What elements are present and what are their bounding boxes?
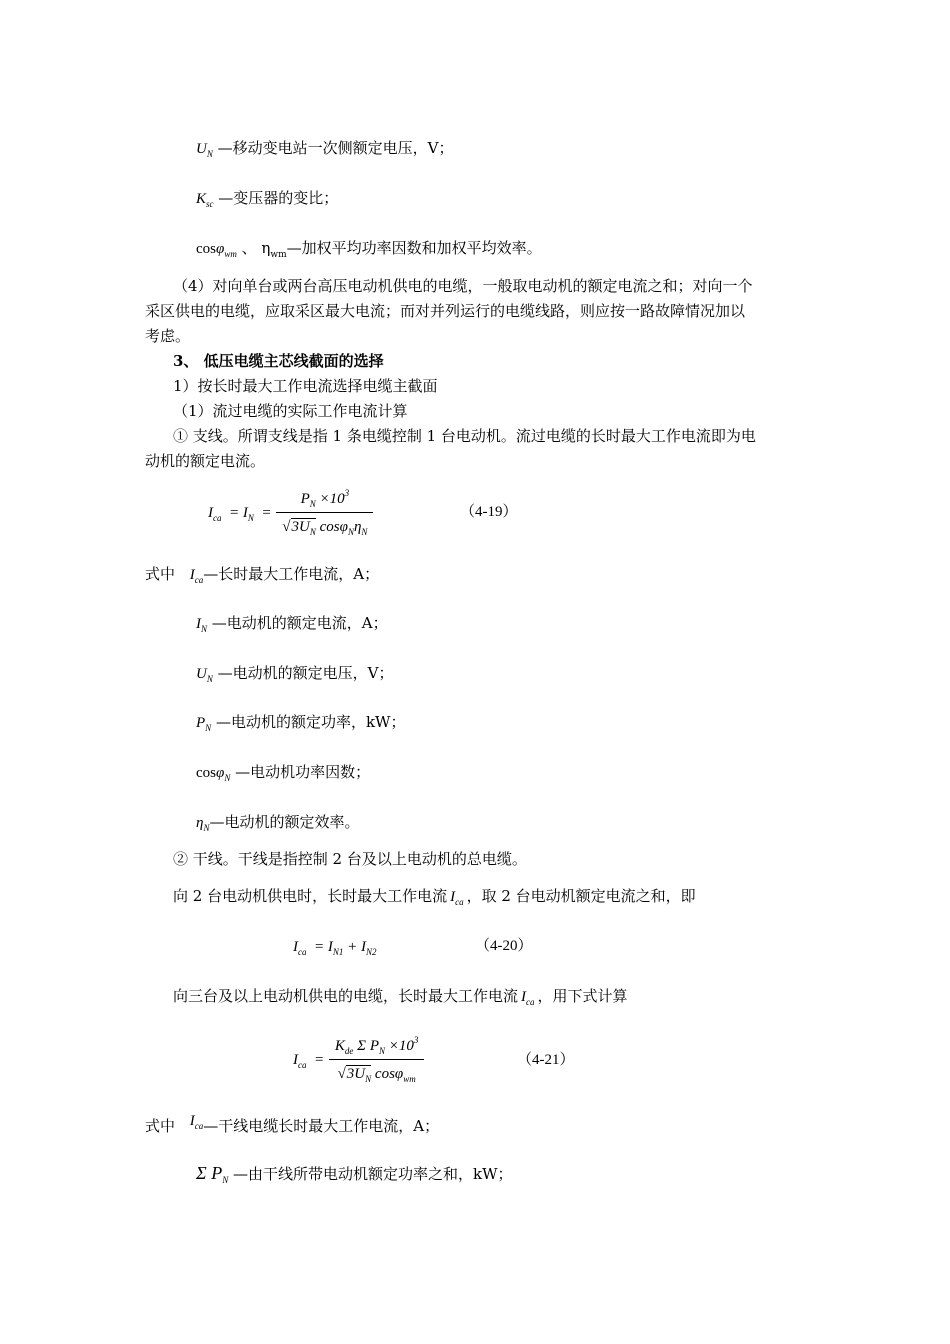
text-part: 向三台及以上电动机供电的电缆，长时最大工作电流 [173,987,519,1005]
def-ica-trunk [145,1113,440,1137]
symbol-sum-pn: Σ $P_N$ [196,1163,229,1185]
where-label: 式中 [145,565,176,583]
equation-number-4-21: （4-21） [517,1052,575,1068]
symbol-in: $I_N$ [196,616,208,634]
def-text: —干线电缆长时最大工作电流，A； [203,1117,440,1135]
section-heading: 3、 低压电缆主芯线截面的选择 [173,352,384,370]
symbol-ica: $I_{ca}$ [521,989,535,1007]
subheading-1: 1）按长时最大工作电流选择电缆主截面 [173,377,438,395]
def-text: —变压器的变比； [218,189,339,207]
paragraph-4-line-2: 采区供电的电缆，应取采区最大电流；而对并列运行的电缆线路，则应按一路故障情况加以 [145,302,746,320]
symbol-cos-phi-wm: cosφ$_{wm}$ [196,241,237,259]
equation-4-19 [208,484,373,540]
def-text: —电动机的额定效率。 [209,813,360,831]
eq-body: $I_{ca} = I_{N1} + I_{N2}$ [293,939,377,957]
def-sum-pn [196,1163,513,1184]
equation-number-4-19: （4-19） [460,504,518,520]
where-label: 式中 [145,1117,176,1135]
def-text: —电动机功率因数； [235,763,371,781]
branch-line-2: 动机的额定电流。 [145,452,266,470]
def-text: —加权平均功率因数和加权平均效率。 [286,239,542,257]
symbol-eta-sub: wm [270,250,287,260]
symbol-un: $U_N$ [196,666,213,684]
def-text: —电动机的额定电流，A； [211,614,388,632]
two-motor-text [173,886,696,907]
eq-fraction: $\frac{K_{de} \Sigma P_N \times 10^3}{√3U_N \cos\varphi_{wm}}$ [329,1035,425,1085]
eq-lhs: $I_{ca}$ = [293,1052,325,1070]
text-part: ，用下式计算 [537,987,628,1005]
def-eta-n [196,812,359,833]
def-cos-eta-wm [196,238,542,259]
symbol-ica: $I_{ca}$ [189,1113,204,1131]
eq-fraction: $\frac{P_N \times 10^3}{√3U_N \cos\varphi_N\eta_N}$ [276,488,373,538]
def-pn [196,712,405,733]
equation-number-4-20: （4-20） [475,938,533,954]
symbol-ica: $I_{ca}$ [450,889,464,907]
symbol-pn: $P_N$ [196,715,212,733]
symbol-eta-n: $\eta_N$ [196,815,210,833]
def-ica [145,564,379,585]
subheading-1-1: （1）流过电缆的实际工作电流计算 [173,402,408,420]
trunk-line: ② 干线。干线是指控制 2 台及以上电动机的总电缆。 [173,850,527,868]
symbol-ksc: $K_{sc}$ [196,191,214,209]
symbol-cos-phi-n: cosφ$_N$ [196,765,231,783]
def-un-motor [196,663,393,684]
branch-line-1: ① 支线。所谓支线是指 1 条电缆控制 1 台电动机。流过电缆的长时最大工作电流即为电 [173,427,756,445]
equation-4-20 [293,936,377,957]
def-ksc [196,188,338,209]
paragraph-4-line-1: （4）对向单台或两台高压电动机供电的电缆，一般取电动机的额定电流之和；对向一个 [173,277,753,295]
def-text: —移动变电站一次侧额定电压，V； [217,139,454,157]
def-text: —由干线所带电动机额定功率之和，kW； [233,1165,513,1183]
eq-lhs: $I_{ca} = I_N$ = [208,505,272,523]
symbol-un: $U_N$ [196,141,213,159]
def-text: —长时最大工作电流，A； [203,565,380,583]
text-part: ，取 2 台电动机额定电流之和，即 [466,887,696,905]
three-motor-text [173,986,628,1007]
def-text: —电动机的额定电压，V； [217,664,394,682]
symbol-eta: η [261,239,271,257]
equation-4-21 [293,1030,424,1088]
def-cos-phi-n [196,762,370,783]
separator: 、 [241,239,257,257]
text-part: 向 2 台电动机供电时，长时最大工作电流 [173,887,448,905]
paragraph-4-line-3: 考虑。 [145,327,191,345]
symbol-ica: $I_{ca}$ [189,567,204,585]
def-un-transformer [196,138,453,159]
def-in [196,613,388,634]
def-text: —电动机的额定功率，kW； [215,713,406,731]
